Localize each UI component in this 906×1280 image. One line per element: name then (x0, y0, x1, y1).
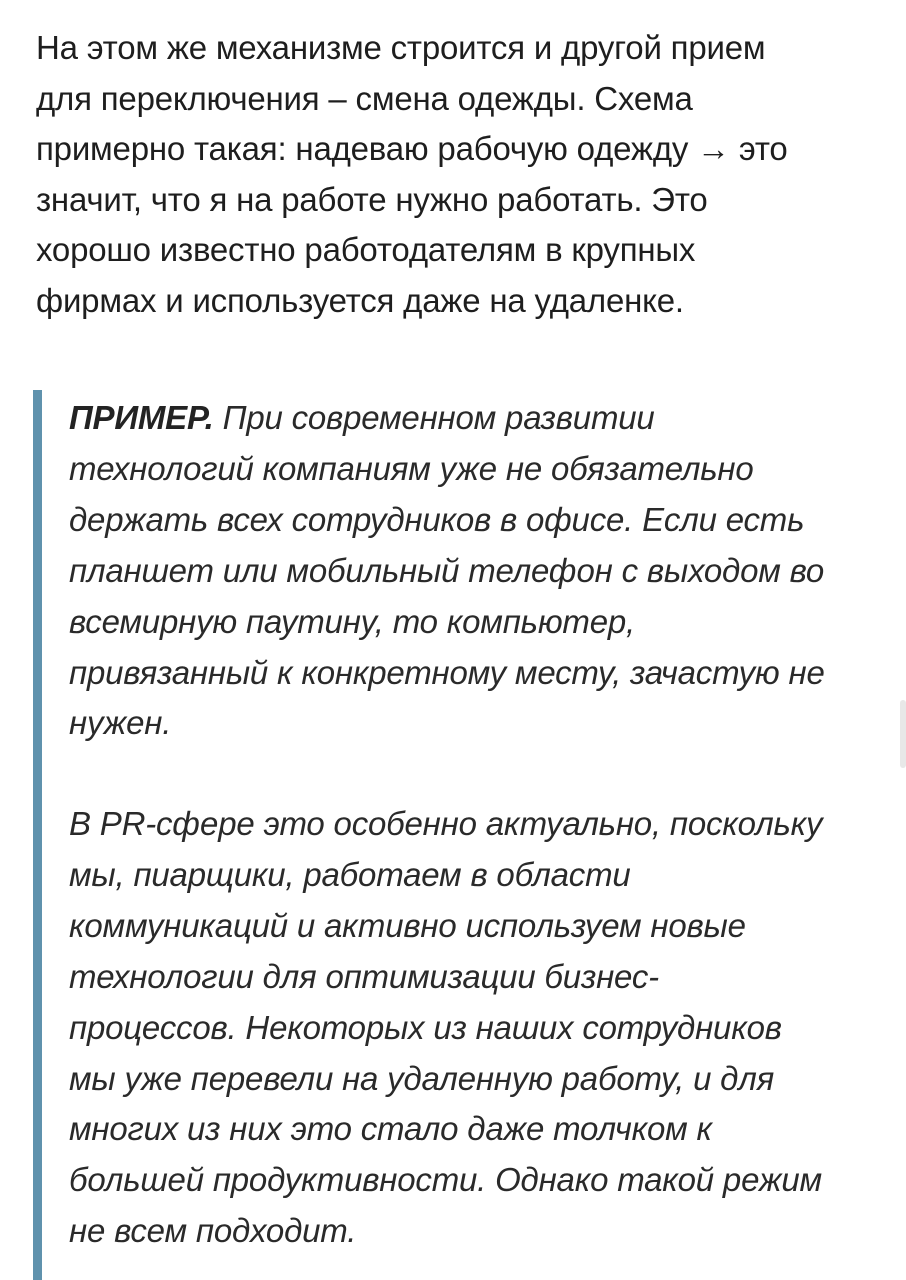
example-paragraph-1 (69, 393, 869, 749)
intro-paragraph: На этом же механизме строится и другой прием для переключения – смена одежды. Схема примерно такая: надеваю рабочую одежду → это значит, что я на работе нужно работать. Это хорошо известно работодателям в крупных фирмах и используется даже на удаленке. (36, 29, 788, 319)
scrollbar-thumb[interactable] (900, 700, 906, 768)
example-paragraph-2: В PR-сфере это особенно актуально, поскольку мы, пиарщики, работаем в области коммуникаций и активно используем новые технологии для оптимизации бизнес- процессов. Некоторых из наших сотрудников мы уже перевели на удаленную работу, и для многих из них это стало даже толчком к большей продуктивности. Однако такой режим не всем подходит. (69, 805, 823, 1250)
example-blockquote (33, 390, 873, 1280)
example-paragraph-1-text: При современном развитии технологий компаниям уже не обязательно держать всех сотрудников в офисе. Если есть планшет или мобильный телефон с выходом во всемирную паутину, то компьютер, привязанный к конкретному месту, зачастую не нужен. (69, 399, 825, 742)
example-label: ПРИМЕР. (69, 399, 214, 436)
